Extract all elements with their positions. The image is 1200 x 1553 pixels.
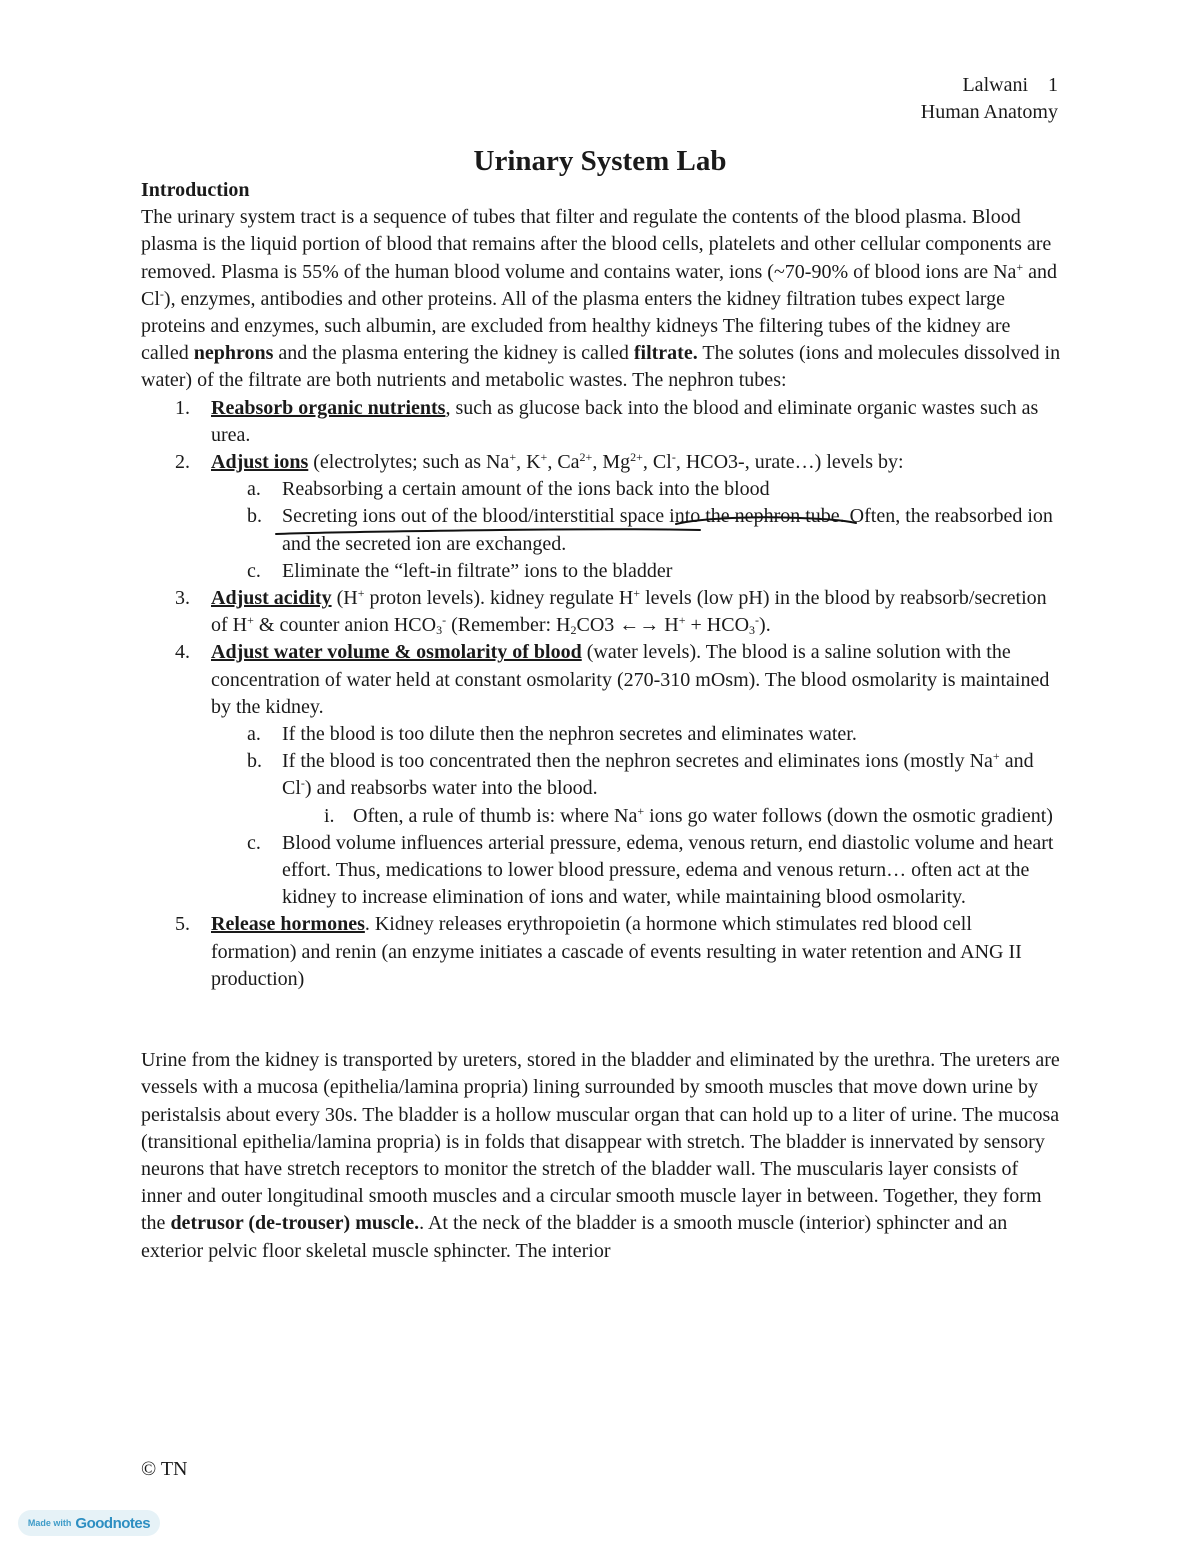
- list-item: 1. Reabsorb organic nutrients, such as glucose back into the blood and eliminate organic wastes such as urea.: [175, 396, 1039, 446]
- item-title: Adjust ions: [211, 451, 309, 474]
- sub-list-item: c. Blood volume influences arterial pressure, edema, venous return, end diastolic volume and heart effort. Thus, medications to lower blood pressure, edema and venous return… often act at the kidney to increase elimination of ions and water, while maintaining blood osmolarity.: [247, 831, 1054, 909]
- item-title: Release hormones: [211, 913, 365, 936]
- nephron-functions-list: [141, 395, 1061, 993]
- author-name: Lalwani: [962, 74, 1028, 96]
- item-title: Adjust acidity: [211, 587, 332, 610]
- made-with-goodnotes-badge: [18, 1510, 160, 1536]
- copyright-footer: © TN: [141, 1458, 188, 1480]
- document-title: Urinary System Lab: [473, 145, 727, 177]
- term-detrusor: detrusor (de-trouser) muscle.: [170, 1212, 420, 1235]
- sub-sub-list-item: i. Often, a rule of thumb is: where Na+ ions go water follows (down the osmotic gradient): [324, 803, 1053, 827]
- badge-prefix: Made with: [27, 1518, 72, 1528]
- item-title: Adjust water volume & osmolarity of blood: [211, 641, 582, 664]
- urine-paragraph: Urine from the kidney is transported by ureters, stored in the bladder and eliminated by the urethra. The ureters are vessels with a mucosa (epithelia/lamina propria) lining surrounded by smooth muscles that move down urine by peristalsis about every 30s. The bladder is a hollow muscular organ that can hold up to a liter of urine. The mucosa (transitional epithelia/lamina propria) is in folds that disappear with stretch. The bladder is innervated by sensory neurons that have stretch receptors to monitor the stretch of the bladder wall. The muscularis layer consists of inner and outer longitudinal smooth muscles and a circular smooth muscle layer in between. Together, they form the detrusor (de-trouser) muscle.. At the neck of the bladder is a smooth muscle (interior) sphincter and an exterior pelvic floor skeletal muscle sphincter. The interior: [141, 1049, 1060, 1262]
- sub-list-item: a. Reabsorbing a certain amount of the ions back into the blood: [247, 478, 770, 501]
- item-title: Reabsorb organic nutrients: [211, 396, 446, 419]
- page-number: 1: [1048, 74, 1058, 96]
- intro-paragraph: The urinary system tract is a sequence of tubes that filter and regulate the contents of the blood plasma. Blood plasma is the liquid portion of blood that remains after the blood cells, platelets and other cellular components are removed. Plasma is 55% of the human blood volume and contains water, ions (~70-90% of blood ions are Na+ and Cl-), enzymes, antibodies and other proteins. All of the plasma enters the kidney filtration tubes expect large proteins and enzymes, such albumin, are excluded from healthy kidneys The filtering tubes of the kidney are called nephrons and the plasma entering the kidney is called filtrate. The solutes (ions and molecules dissolved in water) of the filtrate are both nutrients and metabolic wastes. The nephron tubes:: [141, 206, 1061, 392]
- intro-heading: Introduction: [141, 179, 250, 201]
- sub-list-item: b. If the blood is too concentrated then the nephron secretes and eliminates ions (mostly Na+ and Cl-) and reabsorbs water into the blood.: [247, 749, 1034, 800]
- term-nephrons: nephrons: [193, 342, 274, 365]
- term-filtrate: filtrate.: [633, 342, 698, 365]
- document-body: [141, 177, 1061, 1265]
- page-header-author: [962, 72, 1058, 99]
- goodnotes-logo: Goodnotes: [75, 1514, 151, 1532]
- list-item: 3. Adjust acidity (H+ proton levels). kidney regulate H+ levels (low pH) in the blood by reabsorb/secretion of H+ & counter anion $HCO_3^-$ (Remember: $H_2CO3$ ←→ $H^+ + HCO_3^-$).: [175, 586, 1047, 638]
- sub-list-item: c. Eliminate the “left-in filtrate” ions to the bladder: [247, 559, 673, 582]
- list-item: 5. Release hormones. Kidney releases erythropoietin (a hormone which stimulates red blood cell formation) and renin (an enzyme initiates a cascade of events resulting in water retention and ANG II production): [175, 913, 1022, 990]
- sub-list-item: b. Secreting ions out of the blood/interstitial space into the nephron tube. Often, the reabsorbed ion and the secreted ion are exchanged.: [247, 505, 1053, 555]
- list-item: 2. Adjust ions (electrolytes; such as Na+, K+, $Ca^{2+}$, $Mg^{2+}$, Cl-, HCO3-, urate…) levels by:: [175, 450, 904, 474]
- page-header-course: Human Anatomy: [920, 101, 1058, 123]
- sub-list-item: a. If the blood is too dilute then the nephron secretes and eliminates water.: [247, 723, 857, 746]
- list-item: 4. Adjust water volume & osmolarity of blood (water levels). The blood is a saline solution with the concentration of water held at constant osmolarity (270-310 mOsm). The blood osmolarity is maintained by the kidney.: [175, 641, 1050, 718]
